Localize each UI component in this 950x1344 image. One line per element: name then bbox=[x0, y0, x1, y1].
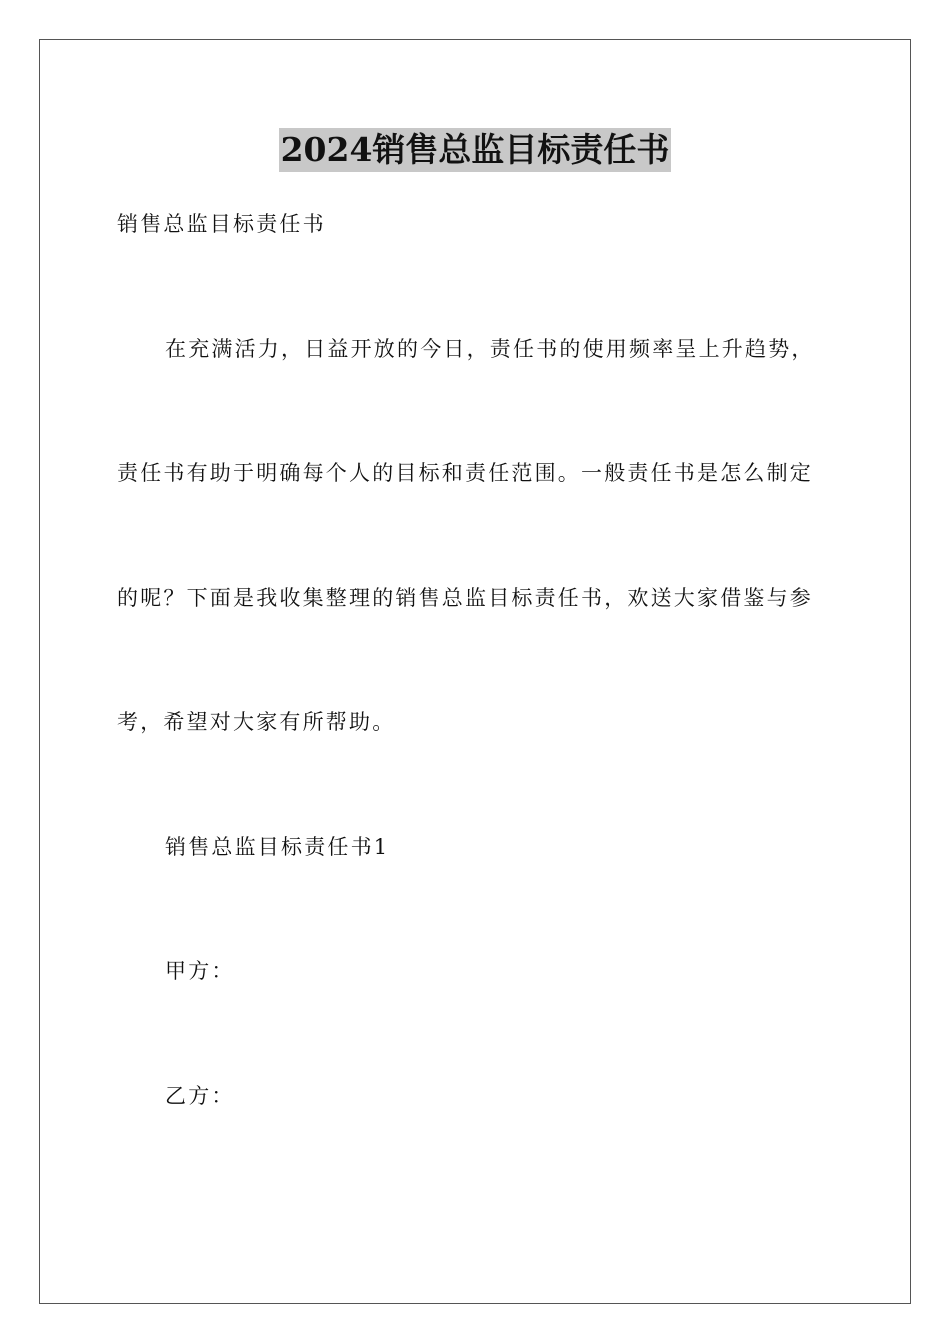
intro-line-1: 在充满活力，日益开放的今日，责任书的使用频率呈上升趋势， bbox=[165, 337, 815, 361]
document-title: 2024销售总监目标责任书 bbox=[279, 128, 672, 172]
party-b-label: 乙方： bbox=[165, 1084, 235, 1108]
document-subtitle: 销售总监目标责任书 bbox=[117, 212, 326, 236]
section-heading: 销售总监目标责任书1 bbox=[165, 835, 390, 859]
intro-line-2: 责任书有助于明确每个人的目标和责任范围。一般责任书是怎么制定 bbox=[117, 461, 813, 485]
intro-line-4: 考，希望对大家有所帮助。 bbox=[117, 710, 396, 734]
intro-line-3: 的呢？下面是我收集整理的销售总监目标责任书，欢送大家借鉴与参 bbox=[117, 586, 813, 610]
title-container bbox=[0, 128, 950, 172]
party-a-label: 甲方： bbox=[165, 959, 235, 983]
